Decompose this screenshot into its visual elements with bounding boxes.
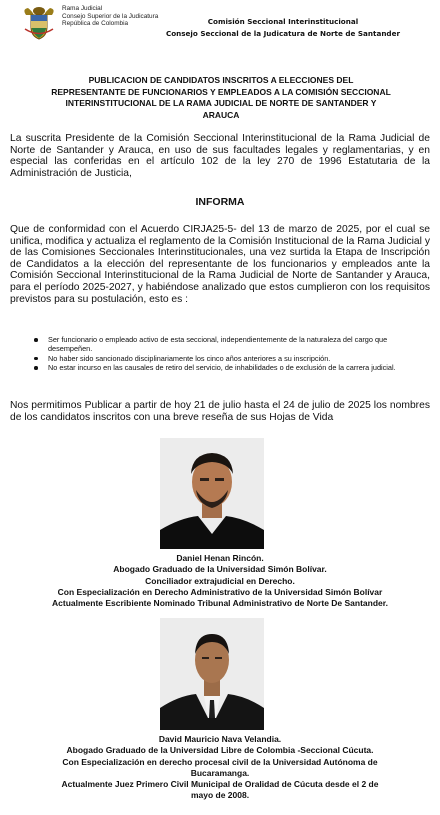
candidate-photo-2 — [160, 618, 264, 730]
candidate-name: David Mauricio Nava Velandia. — [158, 734, 282, 744]
requirement-item: No estar incurso en las causales de retiro del servicio, de inhabilidades o de exclusión de la carrera judicial. — [34, 363, 420, 372]
candidate-bio-line: Abogado Graduado de la Universidad Simón Bolívar. — [113, 564, 327, 575]
candidate-name: Daniel Henan Rincón. — [176, 553, 264, 563]
document-title — [28, 75, 414, 121]
coat-of-arms-icon — [22, 5, 56, 41]
requirements-list — [34, 335, 420, 373]
title-line: REPRESENTANTE DE FUNCIONARIOS Y EMPLEADOS A LA COMISIÓN SECCIONAL — [51, 86, 391, 97]
candidate-bio-line: Con Especialización en derecho procesal civil de la Universidad Autónoma de — [62, 756, 378, 767]
institution-line: República de Colombia — [62, 20, 129, 28]
requirement-item: Ser funcionario o empleado activo de esta seccional, independientemente de la naturaleza del cargo que desempeñen. — [34, 335, 420, 354]
candidate-bio-line: mayo de 2008. — [190, 790, 250, 801]
candidate-bio-1 — [10, 553, 430, 609]
title-line: ARAUCA — [202, 109, 240, 120]
candidate-bio-line: Conciliador extrajudicial en Derecho. — [145, 575, 295, 586]
commission-name: Comisión Seccional Interinstitucional — [207, 17, 359, 26]
title-line: PUBLICACION DE CANDIDATOS INSCRITOS A ELECCIONES DEL — [88, 75, 354, 85]
institution-line: Consejo Superior de la Judicatura — [62, 12, 159, 20]
candidate-bio-line: Actualmente Escribiente Nominado Tribunal Administrativo de Norte De Santander. — [52, 598, 388, 609]
title-line: INTERINSTITUCIONAL DE LA RAMA JUDICIAL DE NORTE DE SANTANDER Y — [65, 98, 377, 108]
candidate-bio-line: Bucaramanga. — [190, 767, 250, 778]
requirement-item: No haber sido sancionado disciplinariamente los cinco años anteriores a su inscripción. — [34, 354, 420, 363]
candidate-bio-line: Abogado Graduado de la Universidad Libre de Colombia -Seccional Cúcuta. — [66, 745, 374, 756]
institution-right — [166, 16, 400, 40]
publish-paragraph: Nos permitimos Publicar a partir de hoy 21 de julio hasta el 24 de julio de 2025 los nombres de los candidatos inscritos con una breve reseña de sus Hojas de Vida — [10, 400, 430, 423]
intro-paragraph: La suscrita Presidente de la Comisión Seccional Interinstitucional de la Rama Judicial de Norte de Santander y Arauca, en uso de sus facultades legales y reglamentarias, y en especial las conferidas en el artículo 102 de la ley 270 de 1996 Estatutaria de la Administración de Justicia, — [10, 133, 430, 179]
institution-left — [62, 5, 158, 28]
candidate-bio-2 — [10, 734, 430, 802]
candidate-bio-line: Actualmente Juez Primero Civil Municipal de Oralidad de Cúcuta desde el 2 de — [61, 779, 379, 790]
informa-heading: INFORMA — [195, 196, 245, 208]
institution-line: Rama Judicial — [62, 5, 103, 12]
document-header — [0, 0, 440, 50]
candidate-bio-line: Con Especialización en Derecho Administrativo de la Universidad Simón Bolívar — [57, 586, 383, 597]
body-paragraph: Que de conformidad con el Acuerdo CIRJA25-5- del 13 de marzo de 2025, por el cual se unifica, modifica y actualiza el reglamento de la Comisión Institucional de la Rama Judicial y de las Comisiones Seccionales Interinstitucionales, una vez surtida la Etapa de Inscripción de Candidatos a la elección del representante de los funcionarios y empleados ante la Comisión Seccional Interinstitucional de la Rama Judicial de Norte de Santander y Arauca, para el período 2025-2027, y habiéndose analizado que estos cumplieron con los requisitos previstos para su postulación, esto es : — [10, 224, 430, 305]
council-name: Consejo Seccional de la Judicatura de Norte de Santander — [165, 29, 400, 38]
candidate-photo-1 — [160, 438, 264, 549]
